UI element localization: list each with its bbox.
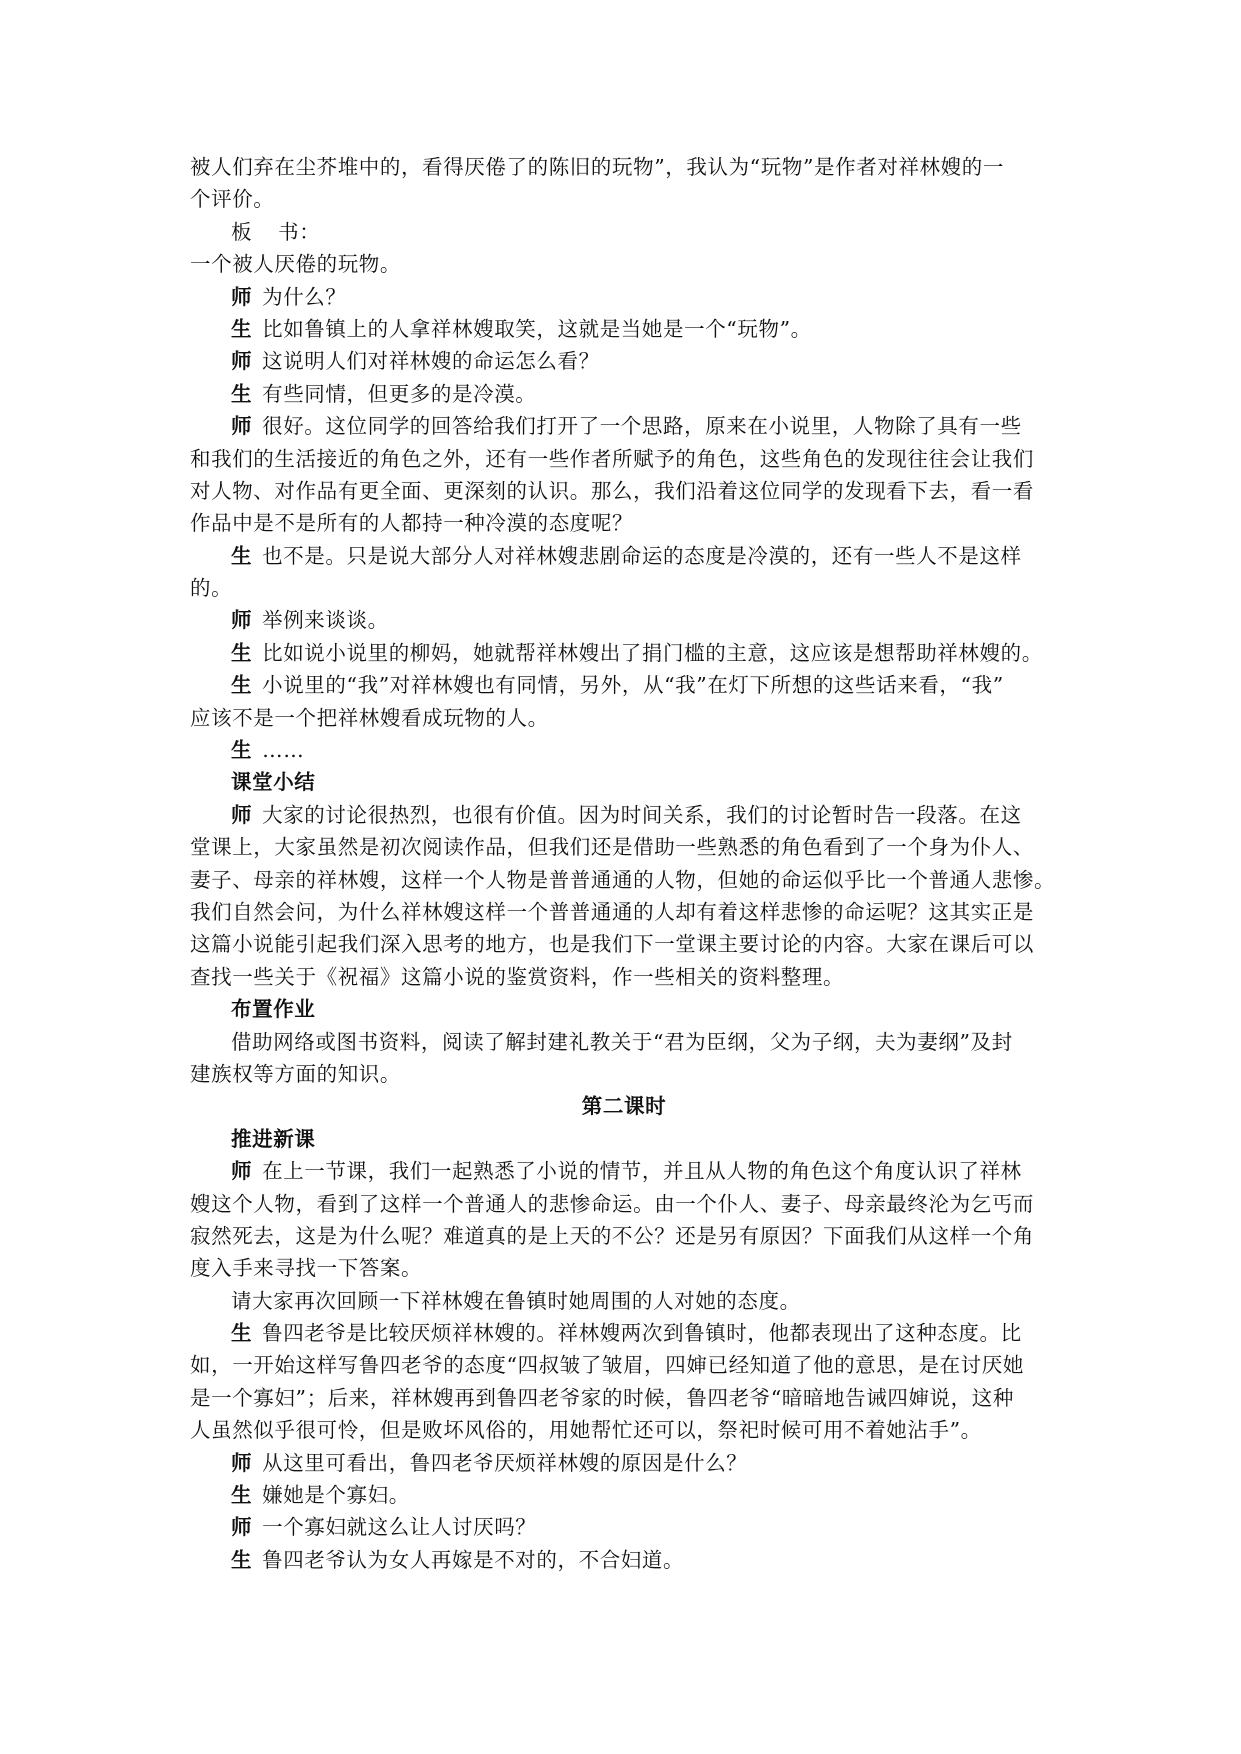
line-text: 和我们的生活接近的角色之外，还有一些作者所赋予的角色，这些角色的发现往往会让我们 [190, 446, 1034, 471]
paragraph-line [190, 928, 1058, 960]
line-text: 个评价。 [190, 187, 275, 212]
board-note-label: 板 [231, 219, 253, 244]
paragraph-line [190, 507, 1058, 539]
dialogue-line [190, 1447, 1058, 1479]
speaker-label: 师 [231, 1515, 253, 1540]
speaker-label: 师 [231, 1159, 253, 1184]
speaker-label: 师 [231, 608, 253, 633]
line-text: 一个被人厌倦的玩物。 [190, 252, 401, 277]
dialogue-line [190, 1317, 1058, 1349]
speaker-label: 生 [231, 738, 253, 763]
dialogue-line [190, 604, 1058, 636]
line-text: 比如鲁镇上的人拿祥林嫂取笑，这就是当她是一个“玩物”。 [262, 316, 812, 341]
line-text: …… [262, 738, 305, 763]
line-text: 查找一些关于《祝福》这篇小说的鉴赏资料，作一些相关的资料整理。 [190, 964, 845, 989]
lesson-title: 第二课时 [581, 1094, 667, 1119]
section-heading: 布置作业 [231, 997, 316, 1022]
line-text: 在上一节课，我们一起熟悉了小说的情节，并且从人物的角色这个角度认识了祥林 [262, 1159, 1022, 1184]
dialogue-line [190, 281, 1058, 313]
dialogue-line [190, 799, 1058, 831]
line-text: 寂然死去，这是为什么呢？难道真的是上天的不公？还是另有原因？下面我们从这样一个角 [190, 1223, 1034, 1248]
line-text: 为什么？ [262, 284, 347, 309]
paragraph-line [190, 1252, 1058, 1284]
speaker-label: 生 [231, 1547, 253, 1572]
line-text: 如，一开始这样写鲁四老爷的态度“四叔皱了皱眉，四婶已经知道了他的意思，是在讨厌她 [190, 1353, 1024, 1378]
paragraph-line [190, 1026, 1058, 1058]
line-text: 被人们弃在尘芥堆中的，看得厌倦了的陈旧的玩物”，我认为“玩物”是作者对祥林嫂的一 [190, 155, 1004, 179]
dialogue-line [190, 1511, 1058, 1543]
dialogue-line [190, 313, 1058, 345]
line-text: 借助网络或图书资料，阅读了解封建礼教关于“君为臣纲，父为子纲，夫为妻纲”及封 [231, 1029, 1013, 1054]
speaker-label: 师 [231, 1450, 253, 1475]
dialogue-line [190, 1544, 1058, 1576]
line-text: 应该不是一个把祥林嫂看成玩物的人。 [190, 705, 549, 730]
paragraph-line [190, 443, 1058, 475]
line-text: 鲁四老爷认为女人再嫁是不对的，不合妇道。 [262, 1547, 685, 1572]
dialogue-line [190, 1155, 1058, 1187]
dialogue-line [190, 637, 1058, 669]
speaker-label: 师 [231, 349, 253, 374]
dialogue-line [190, 734, 1058, 766]
paragraph-line [190, 1220, 1058, 1252]
line-text: 我们自然会问，为什么祥林嫂这样一个普普通通的人却有着这样悲惨的命运呢？这其实正是 [190, 899, 1034, 924]
paragraph-line [190, 1414, 1058, 1446]
dialogue-line [190, 669, 1058, 701]
speaker-label: 师 [231, 802, 253, 827]
dialogue-line [190, 410, 1058, 442]
line-text: 请大家再次回顾一下祥林嫂在鲁镇时她周围的人对她的态度。 [231, 1288, 801, 1313]
line-text: 有些同情，但更多的是冷漠。 [262, 381, 537, 406]
line-text: 作品中是不是所有的人都持一种冷漠的态度呢？ [190, 511, 634, 536]
line-text: 比如说小说里的柳妈，她就帮祥林嫂出了捐门槛的主意，这应该是想帮助祥林嫂的。 [262, 640, 1043, 665]
paragraph-line [190, 961, 1058, 993]
paragraph-line [190, 1382, 1058, 1414]
board-note-label: 书： [278, 219, 321, 244]
line-text: 堂课上，大家虽然是初次阅读作品，但我们还是借助一些熟悉的角色看到了一个身为仆人、 [190, 835, 1034, 860]
paragraph-line [190, 248, 1058, 280]
paragraph-line [190, 896, 1058, 928]
line-text: 是一个寡妇”；后来，祥林嫂再到鲁四老爷家的时候，鲁四老爷“暗暗地告诫四婶说，这种 [190, 1385, 1014, 1410]
text-column [190, 151, 1058, 1576]
line-text: 建族权等方面的知识。 [190, 1061, 401, 1086]
dialogue-line [190, 1479, 1058, 1511]
dialogue-line [190, 378, 1058, 410]
line-text: 从这里可看出，鲁四老爷厌烦祥林嫂的原因是什么？ [262, 1450, 748, 1475]
line-text: 也不是。只是说大部分人对祥林嫂悲剧命运的态度是冷漠的，还有一些人不是这样 [262, 543, 1022, 568]
paragraph-line [190, 1188, 1058, 1220]
line-text: 嫂这个人物，看到了这样一个普通人的悲惨命运。由一个仆人、妻子、母亲最终沦为乞丐而 [190, 1191, 1034, 1216]
line-text: 对人物、对作品有更全面、更深刻的认识。那么，我们沿着这位同学的发现看下去，看一看 [190, 478, 1034, 503]
line-text: 一个寡妇就这么让人讨厌吗？ [262, 1515, 537, 1540]
speaker-label: 生 [231, 1321, 253, 1346]
speaker-label: 生 [231, 673, 253, 698]
line-text: 鲁四老爷是比较厌烦祥林嫂的。祥林嫂两次到鲁镇时，他都表现出了这种态度。比 [262, 1321, 1022, 1346]
paragraph-line [190, 1285, 1058, 1317]
section-heading: 推进新课 [231, 1126, 316, 1151]
speaker-label: 师 [231, 414, 253, 439]
paragraph-line [190, 831, 1058, 863]
board-note-line [190, 216, 1058, 248]
speaker-label: 生 [231, 640, 253, 665]
paragraph-line [190, 1058, 1058, 1090]
line-text: 大家的讨论很热烈，也很有价值。因为时间关系，我们的讨论暂时告一段落。在这 [262, 802, 1022, 827]
line-text: 度入手来寻找一下答案。 [190, 1256, 423, 1281]
paragraph-line [190, 151, 1058, 183]
speaker-label: 生 [231, 543, 253, 568]
paragraph-line [190, 1349, 1058, 1381]
paragraph-line [190, 475, 1058, 507]
line-text: 举例来谈谈。 [262, 608, 389, 633]
line-text: 妻子、母亲的祥林嫂，这样一个人物是普普通通的人物，但她的命运似乎比一个普通人悲惨。 [190, 867, 1056, 892]
speaker-label: 生 [231, 381, 253, 406]
line-text: 嫌她是个寡妇。 [262, 1483, 410, 1508]
speaker-label: 生 [231, 1483, 253, 1508]
line-text: 很好。这位同学的回答给我们打开了一个思路，原来在小说里，人物除了具有一些 [262, 414, 1022, 439]
dialogue-line [190, 540, 1058, 572]
speaker-label: 师 [231, 284, 253, 309]
speaker-label: 生 [231, 316, 253, 341]
line-text: 小说里的“我”对祥林嫂也有同情，另外，从“我”在灯下所想的这些话来看，“我” [262, 673, 1004, 698]
paragraph-line [190, 864, 1058, 896]
line-text: 人虽然似乎很可怜，但是败坏风俗的，用她帮忙还可以，祭祀时候可用不着她沾手”。 [190, 1418, 982, 1443]
line-text: 这篇小说能引起我们深入思考的地方，也是我们下一堂课主要讨论的内容。大家在课后可以 [190, 932, 1034, 957]
paragraph-line [190, 183, 1058, 215]
dialogue-line [190, 345, 1058, 377]
section-heading: 课堂小结 [231, 770, 316, 795]
line-text: 的。 [190, 576, 233, 601]
paragraph-line [190, 702, 1058, 734]
paragraph-line [190, 572, 1058, 604]
line-text: 这说明人们对祥林嫂的命运怎么看？ [262, 349, 600, 374]
